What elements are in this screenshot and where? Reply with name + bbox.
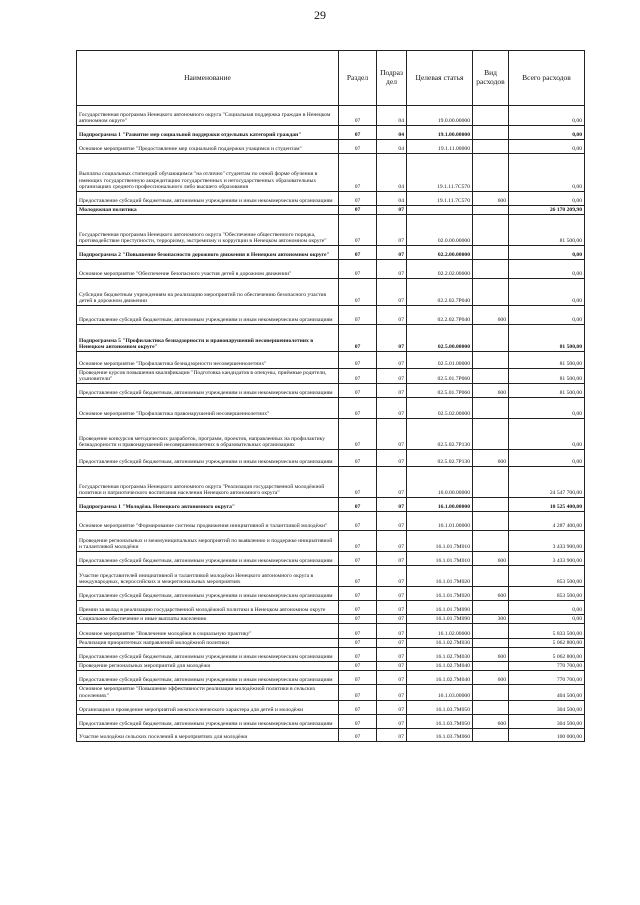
row-name: Предоставление субсидий бюджетным, автономным учреждениям и иным некоммерческим организациям (77, 648, 339, 662)
row-total: 81 500,00 (509, 325, 585, 352)
row-target: 16.1.02.00000 (407, 624, 473, 639)
row-kind (473, 685, 509, 700)
row-kind (473, 352, 509, 369)
row-total: 0,00 (509, 615, 585, 624)
row-subsection: 07 (377, 648, 407, 662)
row-name: Государственная программа Ненецкого автономного округа "Реализация государственной молодёжной политики и патриотического воспитания населения Ненецкого автономного округа" (77, 467, 339, 498)
row-section: 07 (339, 671, 377, 685)
row-name: Подпрограмма 2 "Повышение безопасности дорожного движения в Ненецком автономном округе" (77, 246, 339, 260)
row-total: 24 547 700,00 (509, 467, 585, 498)
table-row (77, 246, 585, 260)
row-target: 16.0.00.00000 (407, 467, 473, 498)
row-section: 07 (339, 260, 377, 279)
row-section: 07 (339, 246, 377, 260)
row-subsection: 07 (377, 512, 407, 531)
row-total: 3 433 900,00 (509, 531, 585, 552)
row-kind (473, 662, 509, 671)
row-subsection: 07 (377, 601, 407, 615)
table-row (77, 671, 585, 685)
table-row (77, 685, 585, 700)
row-subsection: 04 (377, 126, 407, 140)
row-section: 07 (339, 352, 377, 369)
row-name: Проведение конкурсов методических разработок, программ, проектов, направленных на профилактику безнадзорности и правонарушений несовершеннолетних в образовательных организациях (77, 419, 339, 450)
row-total: 5 062 800,00 (509, 648, 585, 662)
row-name: Основное мероприятие "Формирование системы продвижения инициативной и талантливой молодёжи" (77, 512, 339, 531)
row-target: 02.2.02.7Р040 (407, 306, 473, 325)
row-kind (473, 140, 509, 154)
row-section: 07 (339, 398, 377, 419)
row-total: 81 500,00 (509, 352, 585, 369)
row-total: 10 525 400,00 (509, 498, 585, 512)
row-section: 07 (339, 206, 377, 215)
row-kind (473, 624, 509, 639)
row-total: 5 833 500,00 (509, 624, 585, 639)
row-name: Организация и проведение мероприятий межпоселенческого характера для детей и молодёжи (77, 700, 339, 714)
row-section: 07 (339, 215, 377, 246)
table-row (77, 352, 585, 369)
row-section: 07 (339, 126, 377, 140)
row-section: 07 (339, 639, 377, 648)
row-name: Государственная программа Ненецкого автономного округа "Обеспечение общественного порядка, противодействие преступности, терроризму, экстремизму и коррупции в Ненецком автономном округе" (77, 215, 339, 246)
row-target: 02.5.00.00000 (407, 325, 473, 352)
row-section: 07 (339, 700, 377, 714)
row-total: 0,00 (509, 126, 585, 140)
row-total: 0,00 (509, 246, 585, 260)
row-target: 19.1.00.00000 (407, 126, 473, 140)
row-target: 02.5.01.7Р060 (407, 369, 473, 384)
row-subsection: 07 (377, 685, 407, 700)
row-name: Основное мероприятие "Профилактика безнадзорности несовершеннолетних" (77, 352, 339, 369)
row-name: Предоставление субсидий бюджетным, автономным учреждениям и иным некоммерческим организациям (77, 714, 339, 728)
row-kind (473, 700, 509, 714)
row-name: Участие молодёжи сельских поселений в мероприятиях для молодёжи (77, 728, 339, 741)
table-row (77, 206, 585, 215)
row-subsection: 04 (377, 192, 407, 206)
row-section: 07 (339, 279, 377, 306)
row-target: 16.1.00.00000 (407, 498, 473, 512)
row-target: 19.1.11.7С570 (407, 154, 473, 192)
row-target: 19.1.11.00000 (407, 140, 473, 154)
row-target: 19.0.00.00000 (407, 106, 473, 126)
row-kind (473, 531, 509, 552)
table-row (77, 587, 585, 601)
row-subsection: 07 (377, 306, 407, 325)
row-total: 853 500,00 (509, 587, 585, 601)
table-row (77, 498, 585, 512)
row-target: 16.1.01.7М090 (407, 615, 473, 624)
row-subsection: 07 (377, 419, 407, 450)
row-subsection: 07 (377, 552, 407, 566)
table-row (77, 154, 585, 192)
row-name: Основное мероприятие "Профилактика правонарушений несовершеннолетних" (77, 398, 339, 419)
row-name: Подпрограмма 1 "Развитие мер социальной поддержки отдельных категорий граждан" (77, 126, 339, 140)
row-total: 0,00 (509, 601, 585, 615)
row-section: 07 (339, 140, 377, 154)
table-row (77, 260, 585, 279)
row-target: 02.2.02.7Р040 (407, 279, 473, 306)
row-kind (473, 154, 509, 192)
row-subsection: 07 (377, 700, 407, 714)
row-section: 07 (339, 685, 377, 700)
row-total: 81 500,00 (509, 384, 585, 398)
table-row (77, 512, 585, 531)
table-row (77, 126, 585, 140)
row-section: 07 (339, 106, 377, 126)
row-section: 07 (339, 624, 377, 639)
row-target: 16.1.01.7М020 (407, 587, 473, 601)
table-row (77, 728, 585, 741)
row-section: 07 (339, 615, 377, 624)
table-row (77, 601, 585, 615)
table-row (77, 140, 585, 154)
row-total: 0,00 (509, 260, 585, 279)
row-section: 07 (339, 154, 377, 192)
row-target: 16.1.02.7М030 (407, 648, 473, 662)
row-subsection: 07 (377, 662, 407, 671)
row-name: Предоставление субсидий бюджетным, автономным учреждениям и иным некоммерческим организациям (77, 552, 339, 566)
row-name: Основное мероприятие "Вовлечение молодёжи в социальную практику" (77, 624, 339, 639)
row-kind: 600 (473, 648, 509, 662)
row-section: 07 (339, 728, 377, 741)
row-total: 304 500,00 (509, 700, 585, 714)
row-name: Участие представителей инициативной и талантливой молодёжи Ненецкого автономного округа в международных, всероссийских и межрегиональных мероприятиях (77, 566, 339, 587)
row-name: Проведение региональных и межмуниципальных мероприятий по выявлению и поддержке инициативной и талантливой молодёжи (77, 531, 339, 552)
row-total: 3 433 900,00 (509, 552, 585, 566)
table-row (77, 192, 585, 206)
table-row (77, 624, 585, 639)
row-total: 0,00 (509, 106, 585, 126)
row-name: Предоставление субсидий бюджетным, автономным учреждениям и иным некоммерческим организациям (77, 671, 339, 685)
row-target: 16.1.02.7М040 (407, 662, 473, 671)
row-total: 853 500,00 (509, 566, 585, 587)
row-section: 07 (339, 512, 377, 531)
row-target: 02.2.00.00000 (407, 246, 473, 260)
row-subsection: 07 (377, 246, 407, 260)
row-total: 26 170 209,90 (509, 206, 585, 215)
table-row (77, 552, 585, 566)
row-section: 07 (339, 192, 377, 206)
header-name: Наименование (77, 51, 339, 106)
row-target: 02.5.02.7Р130 (407, 450, 473, 467)
row-target: 16.1.03.7М050 (407, 700, 473, 714)
row-subsection: 07 (377, 260, 407, 279)
row-subsection: 07 (377, 352, 407, 369)
row-section: 07 (339, 552, 377, 566)
row-section: 07 (339, 325, 377, 352)
row-section: 07 (339, 662, 377, 671)
table-row (77, 325, 585, 352)
row-kind (473, 498, 509, 512)
row-subsection: 07 (377, 384, 407, 398)
row-total: 304 500,00 (509, 714, 585, 728)
row-total: 81 500,00 (509, 215, 585, 246)
row-section: 07 (339, 306, 377, 325)
row-section: 07 (339, 566, 377, 587)
row-target: 16.1.02.7М030 (407, 639, 473, 648)
header-section: Раздел (339, 51, 377, 106)
row-kind (473, 419, 509, 450)
row-section: 07 (339, 531, 377, 552)
table-row (77, 419, 585, 450)
row-kind (473, 215, 509, 246)
row-subsection: 07 (377, 671, 407, 685)
row-target: 16.1.03.7М050 (407, 714, 473, 728)
table-body (77, 106, 585, 742)
header-target: Целевая статья (407, 51, 473, 106)
row-kind: 600 (473, 552, 509, 566)
table-row (77, 615, 585, 624)
row-section: 07 (339, 384, 377, 398)
row-subsection: 07 (377, 566, 407, 587)
row-subsection: 04 (377, 106, 407, 126)
row-total: 0,00 (509, 450, 585, 467)
row-section: 07 (339, 419, 377, 450)
row-target: 16.1.01.7М090 (407, 601, 473, 615)
table-row (77, 450, 585, 467)
row-section: 07 (339, 369, 377, 384)
row-name: Премии за вклад в реализацию государственной молодёжной политики в Ненецком автономном округе (77, 601, 339, 615)
row-total: 81 500,00 (509, 369, 585, 384)
row-total: 0,00 (509, 279, 585, 306)
row-target: 02.5.01.7Р060 (407, 384, 473, 398)
row-name: Социальное обеспечение и иные выплаты населению (77, 615, 339, 624)
row-subsection: 07 (377, 279, 407, 306)
row-name: Предоставление субсидий бюджетным, автономным учреждениям и иным некоммерческим организациям (77, 587, 339, 601)
row-subsection: 07 (377, 498, 407, 512)
row-target: 02.5.02.7Р130 (407, 419, 473, 450)
row-kind (473, 279, 509, 306)
row-subsection: 07 (377, 215, 407, 246)
row-kind (473, 566, 509, 587)
row-section: 07 (339, 714, 377, 728)
row-target: 16.1.03.7М060 (407, 728, 473, 741)
row-subsection: 07 (377, 639, 407, 648)
row-name: Предоставление субсидий бюджетным, автономным учреждениям и иным некоммерческим организациям (77, 192, 339, 206)
row-target: 02.5.01.00000 (407, 352, 473, 369)
row-name: Предоставление субсидий бюджетным, автономным учреждениям и иным некоммерческим организациям (77, 450, 339, 467)
row-kind: 600 (473, 587, 509, 601)
row-target: 02.0.00.00000 (407, 215, 473, 246)
row-subsection: 07 (377, 714, 407, 728)
row-total: 0,00 (509, 154, 585, 192)
row-subsection: 07 (377, 587, 407, 601)
row-section: 07 (339, 467, 377, 498)
row-name: Подпрограмма 5 "Профилактика безнадзорности и правонарушений несовершеннолетних в Ненецком автономном округе" (77, 325, 339, 352)
header-kind: Вид расходов (473, 51, 509, 106)
row-kind (473, 106, 509, 126)
table-row (77, 639, 585, 648)
row-subsection: 07 (377, 467, 407, 498)
row-kind: 600 (473, 192, 509, 206)
row-name: Подпрограмма 1 "Молодёжь Ненецкого автономного округа" (77, 498, 339, 512)
row-total: 0,00 (509, 192, 585, 206)
row-subsection: 07 (377, 728, 407, 741)
row-section: 07 (339, 587, 377, 601)
row-target: 02.2.02.00000 (407, 260, 473, 279)
header-subsection: Подраз дел (377, 51, 407, 106)
row-section: 07 (339, 648, 377, 662)
row-name: Субсидии бюджетным учреждениям на реализацию мероприятий по обеспечению безопасного участия детей в дорожном движении (77, 279, 339, 306)
row-name: Проведение региональных мероприятий для молодёжи (77, 662, 339, 671)
row-subsection: 04 (377, 154, 407, 192)
row-total: 404 500,00 (509, 685, 585, 700)
table-header-row (77, 51, 585, 106)
row-target: 16.1.02.7М040 (407, 671, 473, 685)
row-target: 16.1.01.7М010 (407, 531, 473, 552)
row-section: 07 (339, 498, 377, 512)
row-subsection: 07 (377, 450, 407, 467)
row-name: Основное мероприятие "Повышение эффективности реализации молодёжной политики в сельских поселениях" (77, 685, 339, 700)
row-target: 02.5.02.00000 (407, 398, 473, 419)
row-name: Проведение курсов повышения квалификации "Подготовка кандидатов в опекуны, приёмные родители, усыновители" (77, 369, 339, 384)
row-name: Молодежная политика (77, 206, 339, 215)
row-name: Основное мероприятие "Обеспечение безопасного участия детей в дорожном движении" (77, 260, 339, 279)
budget-table (76, 50, 585, 742)
page-number: 29 (314, 8, 326, 22)
table-row (77, 700, 585, 714)
row-subsection: 07 (377, 531, 407, 552)
row-subsection: 07 (377, 624, 407, 639)
row-name: Предоставление субсидий бюджетным, автономным учреждениям и иным некоммерческим организациям (77, 384, 339, 398)
row-kind (473, 398, 509, 419)
row-name: Основное мероприятие "Предоставление мер социальной поддержки учащимся и студентам" (77, 140, 339, 154)
table-row (77, 714, 585, 728)
row-subsection: 07 (377, 325, 407, 352)
row-kind (473, 512, 509, 531)
row-total: 0,00 (509, 398, 585, 419)
row-total: 5 062 800,00 (509, 639, 585, 648)
row-name: Предоставление субсидий бюджетным, автономным учреждениям и иным некоммерческим организациям (77, 306, 339, 325)
row-name: Выплаты социальных стипендий обучающимся "на отлично" студентам по очной форме обучения в имеющих государственную аккредитацию государственных и негосударственных образовательных организациях среднего профессионального либо высшего образования (77, 154, 339, 192)
row-total: 4 287 400,00 (509, 512, 585, 531)
table-row (77, 398, 585, 419)
row-subsection: 07 (377, 206, 407, 215)
row-total: 0,00 (509, 419, 585, 450)
table-row (77, 531, 585, 552)
row-name: Государственная программа Ненецкого автономного округа "Социальная поддержка граждан в Ненецком автономном округе" (77, 106, 339, 126)
row-kind (473, 246, 509, 260)
table-row (77, 566, 585, 587)
row-kind (473, 325, 509, 352)
row-kind (473, 467, 509, 498)
row-target: 16.1.01.7М010 (407, 552, 473, 566)
row-kind (473, 126, 509, 140)
row-kind: 600 (473, 306, 509, 325)
row-kind (473, 369, 509, 384)
row-kind (473, 639, 509, 648)
row-kind: 300 (473, 615, 509, 624)
table-row (77, 467, 585, 498)
row-subsection: 07 (377, 369, 407, 384)
row-kind (473, 728, 509, 741)
row-target (407, 206, 473, 215)
row-total: 770 700,00 (509, 671, 585, 685)
row-target: 16.1.01.00000 (407, 512, 473, 531)
row-name: Реализация приоритетных направлений молодёжной политики (77, 639, 339, 648)
row-kind: 600 (473, 714, 509, 728)
row-total: 0,00 (509, 306, 585, 325)
row-kind: 600 (473, 384, 509, 398)
row-kind (473, 601, 509, 615)
row-kind (473, 260, 509, 279)
row-target: 16.1.01.7М020 (407, 566, 473, 587)
row-subsection: 04 (377, 140, 407, 154)
row-section: 07 (339, 450, 377, 467)
table-row (77, 106, 585, 126)
row-total: 0,00 (509, 140, 585, 154)
table-row (77, 662, 585, 671)
row-subsection: 07 (377, 615, 407, 624)
row-target: 16.1.03.00000 (407, 685, 473, 700)
table-row (77, 215, 585, 246)
row-total: 770 700,00 (509, 662, 585, 671)
row-section: 07 (339, 601, 377, 615)
table-row (77, 648, 585, 662)
table-row (77, 369, 585, 384)
table-row (77, 279, 585, 306)
row-kind: 600 (473, 671, 509, 685)
row-subsection: 07 (377, 398, 407, 419)
row-target: 19.1.11.7С570 (407, 192, 473, 206)
table-row (77, 306, 585, 325)
row-kind: 600 (473, 450, 509, 467)
header-total: Всего расходов (509, 51, 585, 106)
table-row (77, 384, 585, 398)
row-kind (473, 206, 509, 215)
row-total: 100 000,00 (509, 728, 585, 741)
